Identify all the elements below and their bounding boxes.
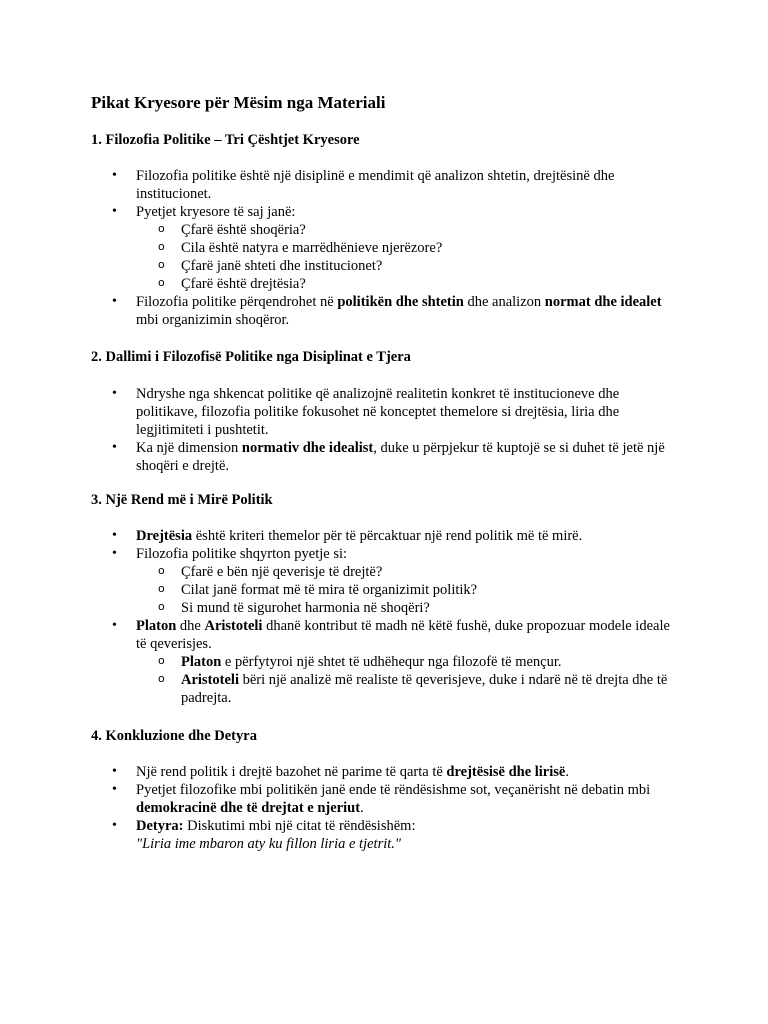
list-item: • Drejtësia është kriteri themelor për të përcaktuar një rend politik më të mirë.	[136, 527, 681, 545]
sub-list-item: o Çfarë e bën një qeverisje të drejtë?	[181, 563, 681, 581]
section-1-heading: 1. Filozofia Politike – Tri Çështjet Kryesore	[91, 132, 360, 148]
sub-list-item: o Cilat janë format më të mira të organizimit politik?	[181, 581, 681, 599]
list-item: • Një rend politik i drejtë bazohet në parime të qarta të drejtësisë dhe lirisë.	[136, 763, 681, 781]
document-title: Pikat Kryesore për Mësim nga Materiali	[91, 93, 386, 112]
section-1-list	[136, 167, 681, 329]
quote: "Liria ime mbaron aty ku fillon liria e tjetrit."	[136, 836, 401, 852]
sub-list-item: o Çfarë janë shteti dhe institucionet?	[181, 257, 681, 275]
list-item: • Pyetjet kryesore të saj janë: o Çfarë është shoqëria? o Cila është natyra e marrëdhënieve njerëzore? o Çfarë janë shteti dhe institucionet? o Çfarë është drejtësia?	[136, 203, 681, 293]
section-2-list	[136, 385, 681, 475]
list-item: • Detyra: Diskutimi mbi një citat të rëndësishëm: "Liria ime mbaron aty ku fillon liria e tjetrit."	[136, 817, 681, 853]
sub-list	[136, 221, 681, 293]
list-item: • Filozofia politike shqyrton pyetje si: o Çfarë e bën një qeverisje të drejtë? o Cilat janë format më të mira të organizimit politik? o Si mund të sigurohet harmonia në shoqëri?	[136, 545, 681, 617]
list-item: • Ka një dimension normativ dhe idealist, duke u përpjekur të kuptojë se si duhet të jetë një shoqëri e drejtë.	[136, 439, 681, 475]
sub-list	[136, 563, 681, 617]
sub-list	[136, 653, 681, 707]
sub-list-item: o Cila është natyra e marrëdhënieve njerëzore?	[181, 239, 681, 257]
sub-list-item: o Platon e përfytyroi një shtet të udhëhequr nga filozofë të mençur.	[181, 653, 681, 671]
section-3-heading: 3. Një Rend më i Mirë Politik	[91, 492, 273, 508]
section-3-list	[136, 527, 681, 707]
sub-list-item: o Si mund të sigurohet harmonia në shoqëri?	[181, 599, 681, 617]
sub-list-item: o Aristoteli bëri një analizë më realiste të qeverisjeve, duke i ndarë në të drejta dhe të padrejta.	[181, 671, 681, 707]
list-item: • Platon dhe Aristoteli dhanë kontribut të madh në këtë fushë, duke propozuar modele ideale të qeverisjes. o Platon e përfytyroi një shtet të udhëhequr nga filozofë të mençur. o Aristoteli bëri një analizë më realiste të qeverisjeve, duke i ndarë në të drejta dhe të padrejta.	[136, 617, 681, 707]
section-4-list	[136, 763, 681, 853]
section-4-heading: 4. Konkluzione dhe Detyra	[91, 728, 257, 744]
list-item: • Pyetjet filozofike mbi politikën janë ende të rëndësishme sot, veçanërisht në debatin mbi demokracinë dhe të drejtat e njeriut.	[136, 781, 681, 817]
list-item: • Filozofia politike është një disiplinë e mendimit që analizon shtetin, drejtësinë dhe institucionet.	[136, 167, 681, 203]
list-item: • Ndryshe nga shkencat politike që analizojnë realitetin konkret të institucioneve dhe politikave, filozofia politike fokusohet në konceptet themelore si drejtësia, liria dhe legjitimiteti i pushtetit.	[136, 385, 681, 439]
sub-list-item: o Çfarë është drejtësia?	[181, 275, 681, 293]
sub-list-item: o Çfarë është shoqëria?	[181, 221, 681, 239]
section-2-heading: 2. Dallimi i Filozofisë Politike nga Disiplinat e Tjera	[91, 349, 411, 365]
list-item: • Filozofia politike përqendrohet në politikën dhe shtetin dhe analizon normat dhe idealet mbi organizimin shoqëror.	[136, 293, 681, 329]
